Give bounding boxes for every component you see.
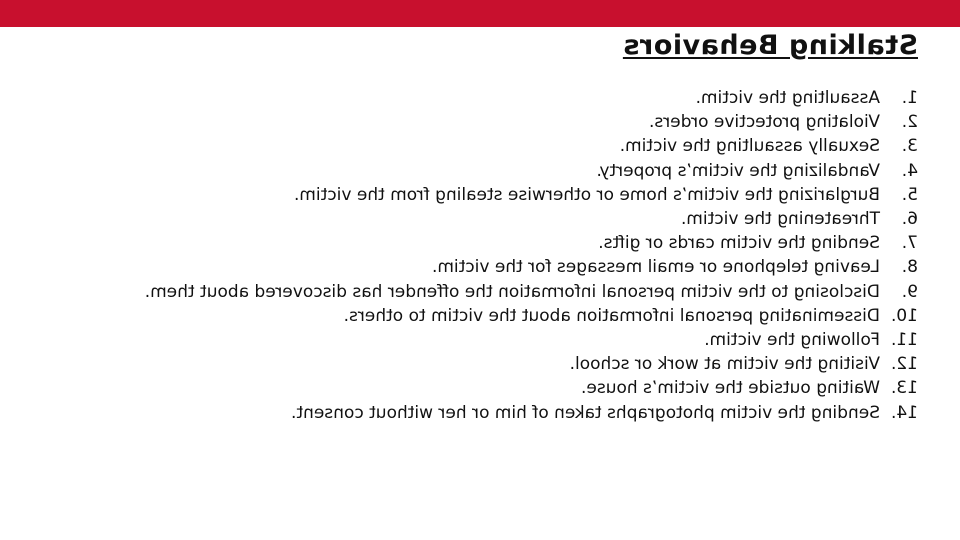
item-number: 10. xyxy=(890,305,918,326)
list-item xyxy=(145,207,918,231)
item-number: 13. xyxy=(890,378,918,399)
list-item xyxy=(145,280,918,304)
item-text: Violating protective orders. xyxy=(648,112,880,133)
slide-title: Stalking Behaviors xyxy=(622,30,918,61)
item-number: 9. xyxy=(901,281,918,302)
item-number: 12. xyxy=(890,354,918,375)
item-text: Leaving telephone or email messages for the victim. xyxy=(431,257,880,278)
list-item xyxy=(145,159,918,183)
list-item xyxy=(145,352,918,376)
item-text: Assaulting the victim. xyxy=(695,88,880,108)
item-text: Sexually assaulting the victim. xyxy=(619,136,880,157)
item-text: Following the victim. xyxy=(704,330,880,351)
list-item xyxy=(145,183,918,207)
item-number: 2. xyxy=(901,112,918,133)
item-number: 14. xyxy=(890,402,918,423)
list-item xyxy=(145,376,918,400)
item-number: 3. xyxy=(901,136,918,157)
list-item xyxy=(145,110,918,134)
item-text: Sending the victim cards or gifts. xyxy=(598,233,880,254)
list-item xyxy=(145,134,918,158)
item-text: Burglarizing the victim’s home or otherwise stealing from the victim. xyxy=(293,184,880,205)
list-item xyxy=(145,328,918,352)
item-text: Sending the victim photographs taken of him or her without consent. xyxy=(291,402,880,423)
list-item xyxy=(145,86,918,110)
item-number: 1. xyxy=(901,88,918,108)
item-text: Visiting the victim at work or school. xyxy=(569,354,880,375)
list-item xyxy=(145,231,918,255)
item-text: Vandalizing the victim’s property. xyxy=(596,160,880,181)
list-item xyxy=(145,304,918,328)
item-text: Disseminating personal information about the victim to others. xyxy=(343,305,880,326)
item-number: 4. xyxy=(901,160,918,181)
item-number: 8. xyxy=(901,257,918,278)
list-item xyxy=(145,401,918,425)
item-number: 5. xyxy=(901,184,918,205)
item-number: 6. xyxy=(901,209,918,230)
item-text: Waiting outside the victim’s house. xyxy=(580,378,880,399)
list-item xyxy=(145,255,918,279)
item-number: 7. xyxy=(901,233,918,254)
item-text: Disclosing to the victim personal information the offender has discovered about them. xyxy=(144,281,880,302)
behavior-list xyxy=(145,86,918,425)
item-number: 11. xyxy=(890,330,918,351)
item-text: Threatening the victim. xyxy=(680,209,880,230)
